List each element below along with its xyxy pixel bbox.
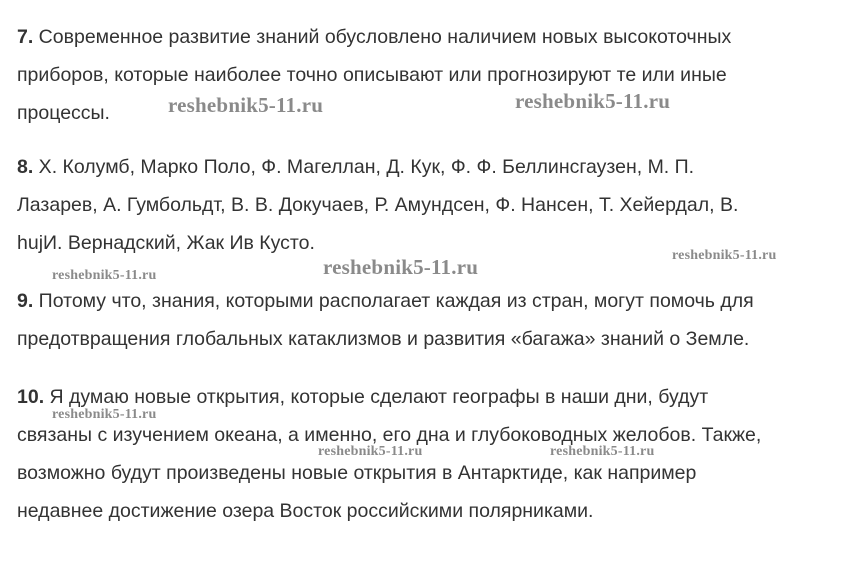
watermark: reshebnik5-11.ru xyxy=(550,444,655,459)
item-number: 9. xyxy=(17,290,34,312)
line-text: Я думаю новые открытия, которые сделают географы в наши дни, будут xyxy=(44,386,709,408)
answer-line: процессы. xyxy=(17,102,110,124)
line-text: Х. Колумб, Марко Поло, Ф. Магеллан, Д. Кук, Ф. Ф. Беллинсгаузен, М. П. xyxy=(33,156,695,178)
answer-line xyxy=(17,282,862,320)
answer-line xyxy=(17,148,862,186)
answer-item-8 xyxy=(17,148,862,262)
answer-line: недавнее достижение озера Восток российскими полярниками. xyxy=(17,500,594,522)
watermark: reshebnik5-11.ru xyxy=(515,89,671,113)
answer-line: связаны с изучением океана, а именно, его дна и глубоководных желобов. Также, xyxy=(17,424,762,446)
item-number: 10. xyxy=(17,386,45,408)
answer-item-9 xyxy=(17,282,862,358)
answer-line: возможно будут произведены новые открытия в Антарктиде, как например xyxy=(17,462,697,484)
watermark: reshebnik5-11.ru xyxy=(52,268,157,283)
watermark: reshebnik5-11.ru xyxy=(323,255,479,279)
line-text: Современное развитие знаний обусловлено наличием новых высокоточных xyxy=(33,26,732,48)
answer-line: hujИ. Вернадский, Жак Ив Кусто. xyxy=(17,232,315,254)
answer-line: Лазарев, А. Гумбольдт, В. В. Докучаев, Р. Амундсен, Ф. Нансен, Т. Хейердал, В. xyxy=(17,194,739,216)
answer-line xyxy=(17,18,862,56)
watermark: reshebnik5-11.ru xyxy=(318,444,423,459)
answer-item-7 xyxy=(17,18,862,132)
line-text: Потому что, знания, которыми располагает каждая из стран, могут помочь для xyxy=(33,290,754,312)
answer-line: приборов, которые наиболее точно описывают или прогнозируют те или иные xyxy=(17,64,727,86)
answer-item-10 xyxy=(17,378,862,530)
watermark: reshebnik5-11.ru xyxy=(168,93,324,117)
answer-line: предотвращения глобальных катаклизмов и развития «багажа» знаний о Земле. xyxy=(17,328,750,350)
watermark: reshebnik5-11.ru xyxy=(52,407,157,422)
watermark: reshebnik5-11.ru xyxy=(672,248,777,263)
item-number: 8. xyxy=(17,156,34,178)
item-number: 7. xyxy=(17,26,34,48)
